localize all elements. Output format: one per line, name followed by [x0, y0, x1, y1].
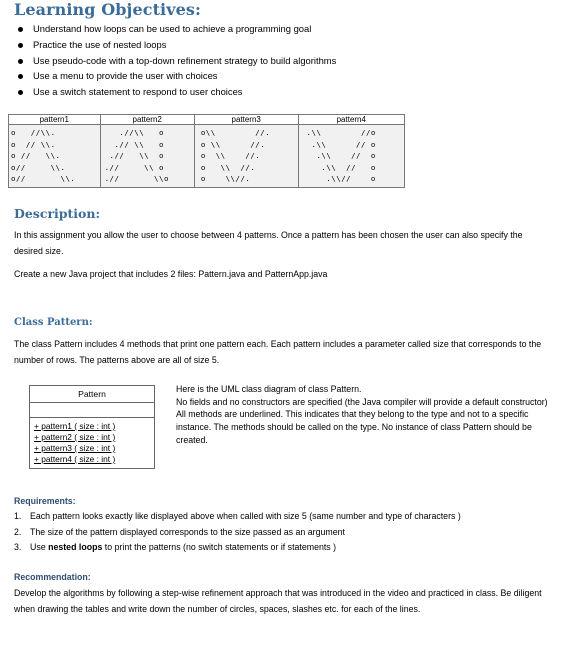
- pattern1-header: pattern1: [9, 115, 101, 125]
- patterns-table: [8, 114, 405, 188]
- pattern-line: o // \\.: [11, 151, 61, 161]
- pattern-line: o \\ //.: [200, 151, 261, 161]
- uml-method: + pattern1 ( size : int ): [34, 421, 116, 431]
- objective-item: Understand how loops can be used to achieve a programming goal: [18, 21, 336, 37]
- pattern-line: o\\ //.: [200, 128, 271, 137]
- pattern-line: .\\ // o: [306, 139, 376, 149]
- uml-explanation-line: Here is the UML class diagram of class Pattern.: [176, 384, 362, 394]
- uml-explanation: [176, 383, 552, 447]
- objective-item: Use pseudo-code with a top-down refinement strategy to build algorithms: [18, 53, 336, 69]
- objective-item: Use a menu to provide the user with choices: [18, 68, 336, 84]
- pattern2-cell: [100, 125, 194, 188]
- class-pattern-paragraph: The class Pattern includes 4 methods that print one pattern each. Each pattern includes a parameter called size that corresponds to the number of rows. The patterns above are all of size 5.: [14, 339, 542, 365]
- pattern-line: .// \\ o: [104, 139, 164, 149]
- pattern-line: .// \\ o: [104, 162, 164, 172]
- pattern-line: o// \\.: [11, 162, 66, 172]
- requirement-item: [14, 509, 461, 525]
- uml-methods-section: [30, 418, 154, 465]
- requirement-number: 2.: [14, 526, 22, 537]
- uml-explanation-line: All methods are underlined. This indicates that they belong to the type and not to a specific instance. The methods should be called on the type. No instance of class Pattern should be created.: [176, 409, 532, 445]
- pattern1-cell: [9, 125, 101, 188]
- pattern-line: .// \\o: [104, 174, 169, 184]
- pattern-line: .\\ // o: [306, 151, 376, 161]
- pattern4-cell: [298, 125, 404, 188]
- pattern-line: .\\ //o: [306, 128, 376, 137]
- pattern-line: .\\// o: [306, 174, 376, 184]
- requirement-item: [14, 525, 461, 541]
- description-files-paragraph: Create a new Java project that includes 2 files: Pattern.java and PatternApp.java: [14, 269, 328, 279]
- objective-item: Use a switch statement to respond to user choices: [18, 84, 336, 100]
- description-heading: Description:: [14, 206, 101, 221]
- requirement-text-suffix: to print the patterns (no switch statements or if statements ): [102, 542, 337, 553]
- pattern-line: .//\\ o: [104, 128, 164, 137]
- recommendation-heading: Recommendation:: [14, 572, 91, 582]
- requirement-text-prefix: Use: [30, 542, 49, 553]
- learning-objectives-heading: Learning Objectives:: [14, 0, 202, 19]
- requirement-text: The size of the pattern displayed corresponds to the size passed as an argument: [30, 526, 345, 537]
- pattern-line: .// \\ o: [104, 151, 164, 161]
- pattern-line: o // \\.: [11, 139, 56, 149]
- uml-method: + pattern3 ( size : int ): [34, 443, 116, 453]
- class-pattern-heading: Class Pattern:: [14, 317, 93, 328]
- requirement-text-bold: nested loops: [48, 542, 103, 553]
- uml-class-name: Pattern: [30, 386, 154, 403]
- pattern2-header: pattern2: [100, 115, 194, 125]
- pattern-line: o \\ //.: [200, 139, 266, 149]
- uml-explanation-line: No fields and no constructors are specified (the Java compiler will provide a default constructor): [176, 396, 548, 407]
- requirement-number: 1.: [14, 511, 22, 521]
- recommendation-paragraph: Develop the algorithms by following a step-wise refinement approach that was introduced in the video and practiced in class. Be diligent when drawing the tables and write down the number of circles, spaces, slashes etc. for each of the lines.: [14, 588, 542, 614]
- description-paragraph: In this assignment you allow the user to choose between 4 patterns. Once a pattern has been chosen the user can also specify the desired size.: [14, 230, 523, 256]
- uml-fields-section: [30, 403, 154, 418]
- pattern-line: o //\\.: [11, 128, 56, 137]
- requirements-heading: Requirements:: [14, 496, 76, 506]
- objective-item: Practice the use of nested loops: [18, 37, 336, 53]
- pattern-line: .\\ // o: [306, 162, 376, 172]
- requirement-item: [14, 540, 461, 556]
- uml-method: + pattern2 ( size : int ): [34, 432, 116, 442]
- requirement-number: 3.: [14, 542, 22, 553]
- pattern-line: o// \\.: [11, 174, 76, 184]
- pattern-line: o \\ //.: [200, 162, 256, 172]
- pattern3-header: pattern3: [194, 115, 298, 125]
- pattern4-header: pattern4: [298, 115, 404, 125]
- learning-objectives-list: [18, 21, 336, 100]
- requirement-text: Each pattern looks exactly like displayed above when called with size 5 (same number and type of characters ): [30, 511, 461, 521]
- requirements-list: [14, 509, 461, 556]
- uml-class-diagram: [29, 385, 155, 469]
- uml-method: + pattern4 ( size : int ): [34, 454, 116, 464]
- pattern3-cell: [194, 125, 298, 188]
- pattern-line: o \\//.: [200, 174, 251, 184]
